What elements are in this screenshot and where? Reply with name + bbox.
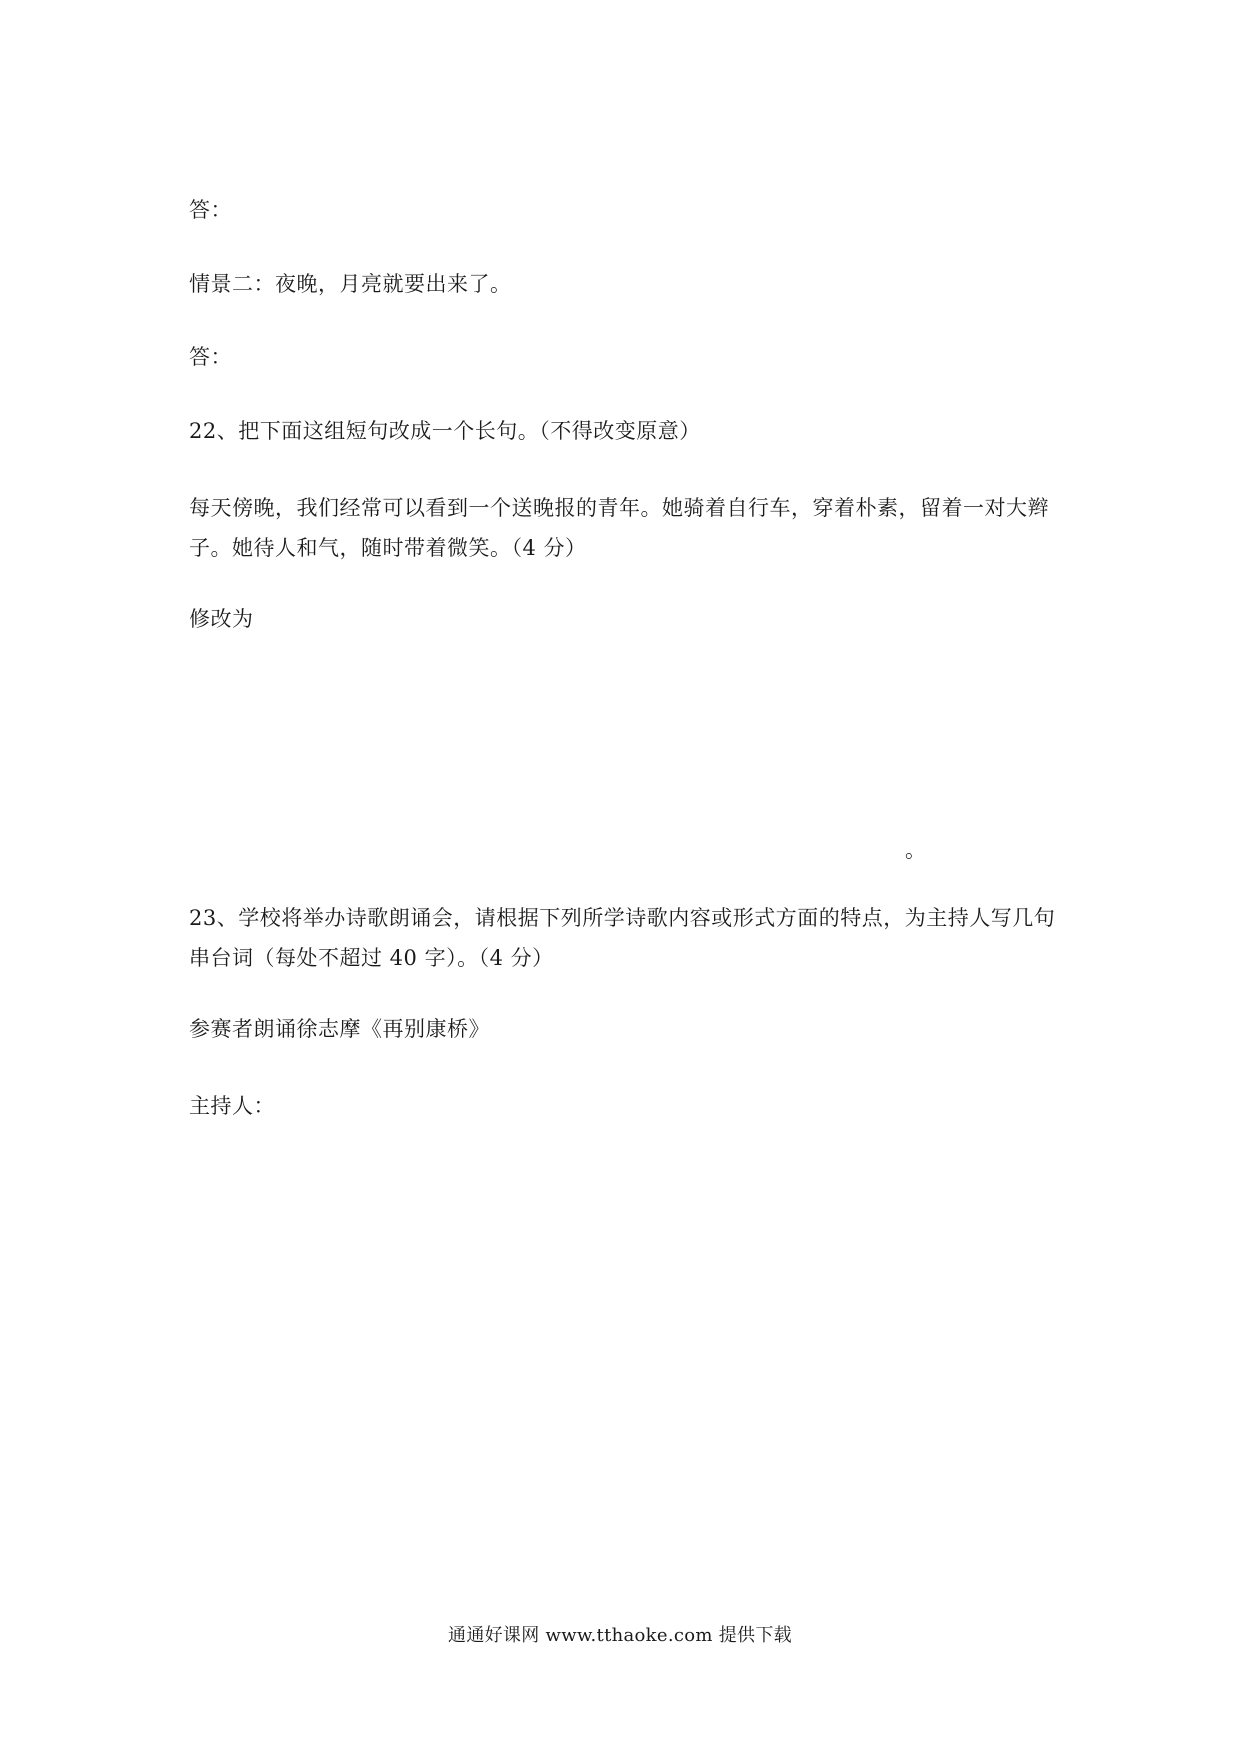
question-22-title: 22、把下面这组短句改成一个长句。（不得改变原意） bbox=[189, 419, 701, 443]
question-22-revise-label: 修改为 bbox=[189, 607, 254, 631]
scene-two-text: 情景二：夜晚，月亮就要出来了。 bbox=[189, 272, 512, 296]
question-22-passage bbox=[189, 488, 1069, 568]
answer-label-2: 答： bbox=[189, 345, 232, 369]
answer-label-1: 答： bbox=[189, 198, 232, 222]
question-23-host-label: 主持人： bbox=[189, 1094, 275, 1118]
question-22-passage-line-2: 子。她待人和气，随时带着微笑。（4 分） bbox=[189, 536, 587, 560]
question-22-passage-line-1: 每天傍晚，我们经常可以看到一个送晚报的青年。她骑着自行车，穿着朴素，留着一对大辫 bbox=[189, 496, 1049, 520]
question-23-prompt-line-2: 串台词（每处不超过 40 字）。（4 分） bbox=[189, 946, 554, 970]
question-23-prompt-line-1: 23、学校将举办诗歌朗诵会，请根据下列所学诗歌内容或形式方面的特点，为主持人写几句 bbox=[189, 906, 1056, 930]
page-footer: 通通好课网 www.tthaoke.com 提供下载 bbox=[448, 1625, 792, 1646]
question-23-contestant: 参赛者朗诵徐志摩《再别康桥》 bbox=[189, 1017, 490, 1041]
question-22-end-period: 。 bbox=[905, 838, 926, 862]
question-23-prompt bbox=[189, 898, 1069, 978]
